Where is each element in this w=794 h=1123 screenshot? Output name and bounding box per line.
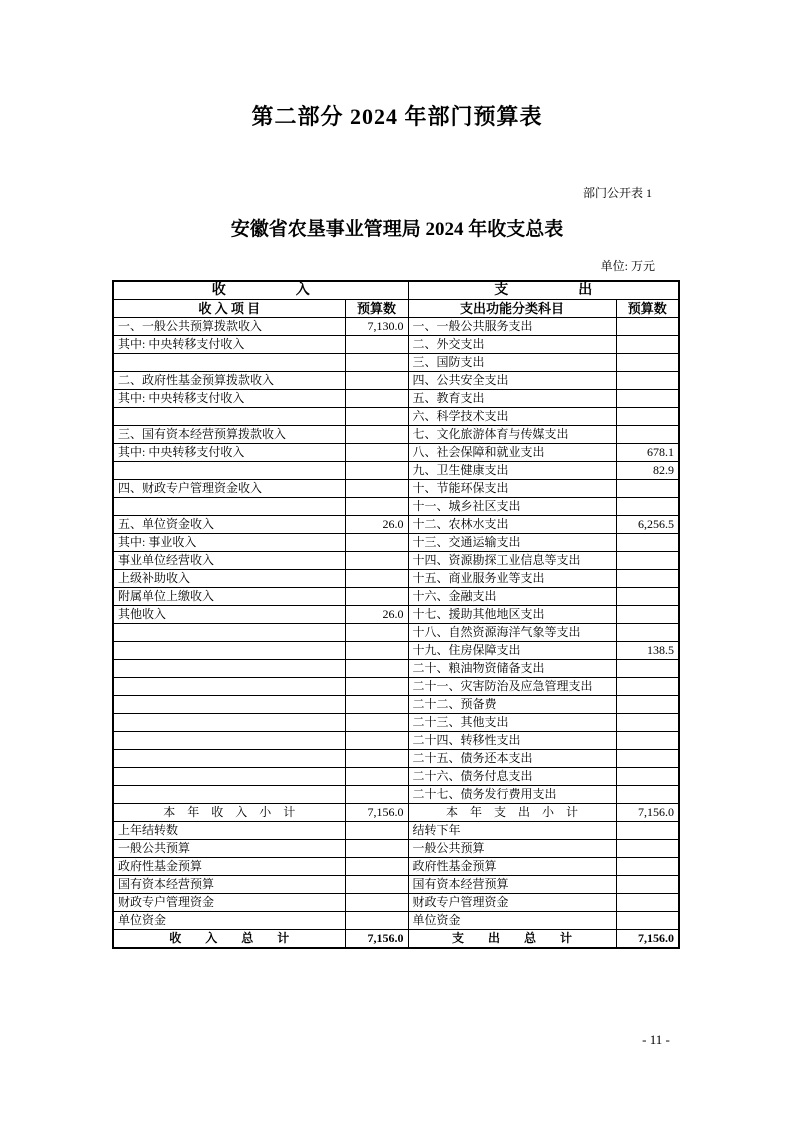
income-item-cell <box>113 498 345 516</box>
table-row <box>113 498 679 516</box>
income-budget-cell: 7,130.0 <box>345 318 408 336</box>
expense-budget-cell <box>616 390 679 408</box>
income-budget-cell <box>345 768 408 786</box>
expense-budget-cell <box>616 318 679 336</box>
income-budget-cell <box>345 570 408 588</box>
expense-item-cell: 十五、商业服务业等支出 <box>408 570 616 588</box>
expense-item-cell: 六、科学技术支出 <box>408 408 616 426</box>
part-title: 第二部分 2024 年部门预算表 <box>251 104 543 129</box>
income-budget-cell <box>345 444 408 462</box>
expense-item-cell: 二十、粮油物资储备支出 <box>408 660 616 678</box>
income-budget-cell <box>345 534 408 552</box>
income-item-cell <box>113 750 345 768</box>
table-row <box>113 408 679 426</box>
expense-item-cell: 支 出 总 计 <box>408 930 616 949</box>
expense-item-cell: 政府性基金预算 <box>408 858 616 876</box>
expense-item-cell: 结转下年 <box>408 822 616 840</box>
table-row <box>113 732 679 750</box>
income-item-cell: 一般公共预算 <box>113 840 345 858</box>
income-item-cell: 政府性基金预算 <box>113 858 345 876</box>
table-row <box>113 462 679 480</box>
expense-budget-cell <box>616 408 679 426</box>
table-row-total <box>113 930 679 949</box>
expense-budget-cell <box>616 840 679 858</box>
table-row <box>113 570 679 588</box>
expense-budget-cell <box>616 696 679 714</box>
income-item-cell: 事业单位经营收入 <box>113 552 345 570</box>
table-row <box>113 696 679 714</box>
expense-budget-cell <box>616 552 679 570</box>
income-budget-cell <box>345 588 408 606</box>
table-column-header-row <box>113 300 679 318</box>
income-item-cell <box>113 354 345 372</box>
budget-table-body <box>113 318 679 949</box>
table-row <box>113 858 679 876</box>
expense-item-cell: 二十二、预备费 <box>408 696 616 714</box>
income-item-cell: 其中: 中央转移支付收入 <box>113 390 345 408</box>
income-budget-cell <box>345 660 408 678</box>
expense-budget-cell <box>616 750 679 768</box>
income-budget-cell <box>345 624 408 642</box>
table-row <box>113 534 679 552</box>
expense-budget-column-header: 预算数 <box>616 300 679 318</box>
income-item-cell: 收 入 总 计 <box>113 930 345 949</box>
income-budget-cell <box>345 408 408 426</box>
income-budget-cell <box>345 480 408 498</box>
expense-item-cell: 八、社会保障和就业支出 <box>408 444 616 462</box>
expense-budget-cell <box>616 372 679 390</box>
expense-budget-cell <box>616 786 679 804</box>
income-item-cell <box>113 768 345 786</box>
income-item-cell: 上年结转数 <box>113 822 345 840</box>
expense-budget-cell <box>616 624 679 642</box>
income-budget-cell <box>345 822 408 840</box>
expense-item-cell: 财政专户管理资金 <box>408 894 616 912</box>
expense-item-cell: 十九、住房保障支出 <box>408 642 616 660</box>
expense-item-cell: 十三、交通运输支出 <box>408 534 616 552</box>
table-row <box>113 552 679 570</box>
income-budget-cell <box>345 354 408 372</box>
expense-budget-cell <box>616 858 679 876</box>
table-row <box>113 444 679 462</box>
income-item-cell: 其他收入 <box>113 606 345 624</box>
expense-budget-cell <box>616 606 679 624</box>
income-item-cell <box>113 678 345 696</box>
income-budget-cell <box>345 732 408 750</box>
income-item-cell <box>113 786 345 804</box>
expense-budget-cell <box>616 822 679 840</box>
expense-budget-cell: 678.1 <box>616 444 679 462</box>
table-row <box>113 588 679 606</box>
income-item-cell <box>113 624 345 642</box>
expense-budget-cell <box>616 534 679 552</box>
income-item-cell <box>113 642 345 660</box>
table-row <box>113 318 679 336</box>
expense-budget-cell <box>616 912 679 930</box>
income-item-cell: 其中: 中央转移支付收入 <box>113 336 345 354</box>
income-budget-cell <box>345 552 408 570</box>
table-row <box>113 390 679 408</box>
income-budget-cell <box>345 786 408 804</box>
expense-budget-cell: 7,156.0 <box>616 804 679 822</box>
expense-budget-cell <box>616 876 679 894</box>
income-budget-cell <box>345 390 408 408</box>
expense-item-cell: 十一、城乡社区支出 <box>408 498 616 516</box>
expense-budget-cell <box>616 714 679 732</box>
income-item-cell <box>113 462 345 480</box>
expense-budget-cell <box>616 426 679 444</box>
table-row <box>113 876 679 894</box>
expense-budget-cell <box>616 732 679 750</box>
table-row <box>113 336 679 354</box>
table-row <box>113 354 679 372</box>
expense-item-cell: 七、文化旅游体育与传媒支出 <box>408 426 616 444</box>
table-row <box>113 750 679 768</box>
expense-budget-cell <box>616 354 679 372</box>
income-item-column-header: 收 入 项 目 <box>113 300 345 318</box>
income-item-cell <box>113 408 345 426</box>
income-budget-cell <box>345 894 408 912</box>
table-row <box>113 624 679 642</box>
expense-item-cell: 二十三、其他支出 <box>408 714 616 732</box>
income-budget-cell: 7,156.0 <box>345 804 408 822</box>
expense-item-cell: 本 年 支 出 小 计 <box>408 804 616 822</box>
expense-item-cell: 一般公共预算 <box>408 840 616 858</box>
income-budget-cell <box>345 678 408 696</box>
table-row <box>113 516 679 534</box>
income-item-cell <box>113 696 345 714</box>
income-budget-cell <box>345 426 408 444</box>
expense-item-cell: 十八、自然资源海洋气象等支出 <box>408 624 616 642</box>
income-budget-cell <box>345 642 408 660</box>
expense-item-cell: 一、一般公共服务支出 <box>408 318 616 336</box>
table-row <box>113 606 679 624</box>
table-row <box>113 372 679 390</box>
expense-item-cell: 四、公共安全支出 <box>408 372 616 390</box>
income-item-cell: 五、单位资金收入 <box>113 516 345 534</box>
expense-budget-cell: 82.9 <box>616 462 679 480</box>
income-item-cell: 其中: 事业收入 <box>113 534 345 552</box>
expense-item-cell: 二十七、债务发行费用支出 <box>408 786 616 804</box>
expense-budget-cell <box>616 894 679 912</box>
income-budget-cell <box>345 858 408 876</box>
expense-budget-cell: 7,156.0 <box>616 930 679 949</box>
income-budget-cell <box>345 750 408 768</box>
table-row <box>113 822 679 840</box>
income-budget-cell <box>345 714 408 732</box>
expense-item-column-header: 支出功能分类科目 <box>408 300 616 318</box>
page-number: - 11 - <box>642 1032 670 1047</box>
table-label: 部门公开表 1 <box>582 186 652 200</box>
income-item-cell: 单位资金 <box>113 912 345 930</box>
expense-budget-cell <box>616 588 679 606</box>
income-budget-column-header: 预算数 <box>345 300 408 318</box>
table-row <box>113 678 679 696</box>
expense-item-cell: 二十五、债务还本支出 <box>408 750 616 768</box>
expense-item-cell: 十、节能环保支出 <box>408 480 616 498</box>
expense-budget-cell <box>616 498 679 516</box>
income-group-header: 收 入 <box>113 281 408 300</box>
table-row <box>113 642 679 660</box>
expense-item-cell: 十二、农林水支出 <box>408 516 616 534</box>
page-title: 安徽省农垦事业管理局 2024 年收支总表 <box>230 219 564 240</box>
income-item-cell: 财政专户管理资金 <box>113 894 345 912</box>
income-budget-cell <box>345 336 408 354</box>
table-group-header-row <box>113 281 679 300</box>
income-budget-cell: 7,156.0 <box>345 930 408 949</box>
budget-table <box>112 280 680 949</box>
unit-note: 单位: 万元 <box>600 259 655 273</box>
income-budget-cell <box>345 840 408 858</box>
expense-budget-cell: 138.5 <box>616 642 679 660</box>
income-budget-cell <box>345 876 408 894</box>
expense-budget-cell <box>616 660 679 678</box>
income-budget-cell <box>345 696 408 714</box>
table-row <box>113 912 679 930</box>
expense-item-cell: 二、外交支出 <box>408 336 616 354</box>
income-budget-cell: 26.0 <box>345 606 408 624</box>
expense-item-cell: 二十四、转移性支出 <box>408 732 616 750</box>
expense-item-cell: 五、教育支出 <box>408 390 616 408</box>
expense-item-cell: 三、国防支出 <box>408 354 616 372</box>
income-item-cell: 二、政府性基金预算拨款收入 <box>113 372 345 390</box>
income-item-cell <box>113 660 345 678</box>
expense-item-cell: 十七、援助其他地区支出 <box>408 606 616 624</box>
income-item-cell: 四、财政专户管理资金收入 <box>113 480 345 498</box>
table-row <box>113 660 679 678</box>
income-item-cell: 三、国有资本经营预算拨款收入 <box>113 426 345 444</box>
table-row <box>113 786 679 804</box>
expense-item-cell: 九、卫生健康支出 <box>408 462 616 480</box>
table-row <box>113 426 679 444</box>
income-item-cell: 附属单位上缴收入 <box>113 588 345 606</box>
expense-group-header: 支 出 <box>408 281 679 300</box>
table-row-subtotal <box>113 804 679 822</box>
expense-budget-cell <box>616 480 679 498</box>
income-item-cell: 上级补助收入 <box>113 570 345 588</box>
expense-item-cell: 国有资本经营预算 <box>408 876 616 894</box>
expense-item-cell: 十六、金融支出 <box>408 588 616 606</box>
income-item-cell: 其中: 中央转移支付收入 <box>113 444 345 462</box>
expense-budget-cell <box>616 768 679 786</box>
expense-budget-cell <box>616 570 679 588</box>
expense-budget-cell: 6,256.5 <box>616 516 679 534</box>
income-item-cell: 国有资本经营预算 <box>113 876 345 894</box>
income-item-cell: 一、一般公共预算拨款收入 <box>113 318 345 336</box>
income-item-cell <box>113 732 345 750</box>
income-budget-cell: 26.0 <box>345 516 408 534</box>
income-item-cell <box>113 714 345 732</box>
income-budget-cell <box>345 462 408 480</box>
income-budget-cell <box>345 372 408 390</box>
expense-item-cell: 二十一、灾害防治及应急管理支出 <box>408 678 616 696</box>
table-row <box>113 894 679 912</box>
expense-budget-cell <box>616 336 679 354</box>
table-row <box>113 768 679 786</box>
expense-item-cell: 二十六、债务付息支出 <box>408 768 616 786</box>
expense-item-cell: 十四、资源勘探工业信息等支出 <box>408 552 616 570</box>
income-budget-cell <box>345 912 408 930</box>
table-row <box>113 840 679 858</box>
income-item-cell: 本 年 收 入 小 计 <box>113 804 345 822</box>
table-row <box>113 714 679 732</box>
expense-budget-cell <box>616 678 679 696</box>
income-budget-cell <box>345 498 408 516</box>
expense-item-cell: 单位资金 <box>408 912 616 930</box>
table-row <box>113 480 679 498</box>
